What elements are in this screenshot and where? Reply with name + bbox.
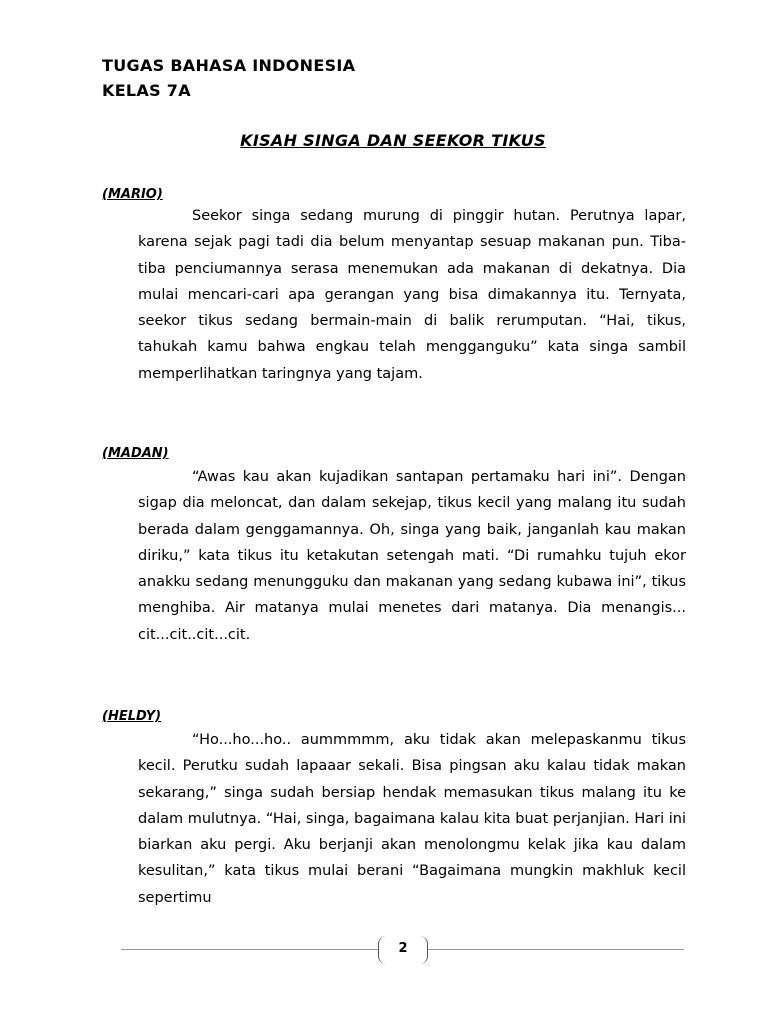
header-class: KELAS 7A [102,81,191,100]
header-assignment: TUGAS BAHASA INDONESIA [102,56,356,75]
story-paragraph [138,727,686,919]
speaker-label: (MADAN) [102,446,169,461]
story-paragraph [138,464,686,648]
story-title: KISAH SINGA DAN SEEKOR TIKUS [240,131,546,150]
paragraph-text: “Ho...ho...ho.. aummmmm, aku tidak akan melepaskanmu tikus kecil. Perutku sudah lapaaar sekali. Bisa pingsan aku kalau tidak makan sekarang,” singa sudah bersiap hendak memasukan tikus malang itu ke dalam mulutnya. “Hai, singa, bagaimana kalau kita buat perjanjian. Hari ini biarkan aku pergi. Aku berjanji akan menolongmu kelak jika kau dalam kesulitan,” kata tikus mulai berani “Bagaimana mungkin makhluk kecil sepertimu [138,732,686,906]
speaker-label: (MARIO) [102,187,163,202]
paragraph-text: Seekor singa sedang murung di pinggir hutan. Perutnya lapar, karena sejak pagi tadi dia belum menyantap sesuap makanan pun. Tiba-tiba penciumannya serasa menemukan ada makanan di dekatnya. Dia mulai mencari-cari apa gerangan yang bisa dimakannya itu. Ternyata, seekor tikus sedang bermain-main di balik rerumputan. “Hai, tikus, tahukah kamu bahwa engkau telah mengganguku” kata singa sambil memperlihatkan taringnya yang tajam. [138,208,686,382]
story-paragraph [138,203,686,387]
footer-rule-right [428,949,684,950]
footer-rule-left [121,949,379,950]
paragraph-text: “Awas kau akan kujadikan santapan pertamaku hari ini”. Dengan sigap dia meloncat, dan dalam sekejap, tikus kecil yang malang itu sudah berada dalam genggamannya. Oh, singa yang baik, janganlah kau makan diriku,” kata tikus itu ketakutan setengah mati. “Di rumahku tujuh ekor anakku sedang menungguku dan makanan yang sedang kubawa ini”, tikus menghiba. Air matanya mulai menetes dari matanya. Dia menangis... cit...cit..cit...cit. [138,469,686,643]
speaker-label: (HELDY) [102,709,162,724]
page-number: 2 [398,941,408,956]
